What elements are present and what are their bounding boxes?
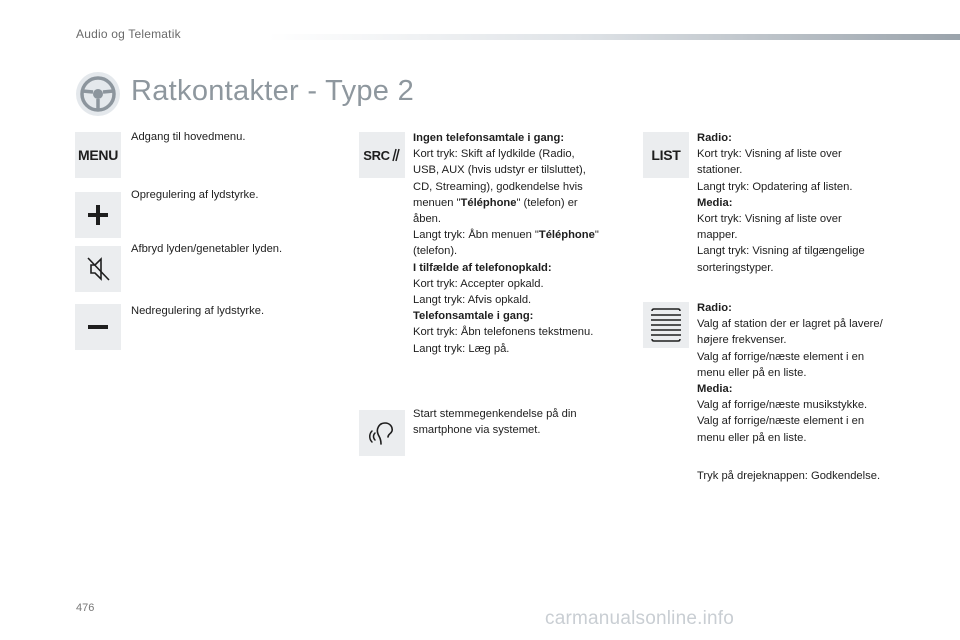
in-call-heading: Telefonsamtale i gang: <box>413 310 534 323</box>
voice-description: Start stemmegenkendelse på din smartphone via systemet. <box>413 408 577 437</box>
section-header-label: Audio og Telematik <box>76 27 181 41</box>
thumbwheel-icon <box>643 302 689 348</box>
list-button-icon: LIST <box>643 132 689 178</box>
page-title: Ratkontakter - Type 2 <box>131 75 415 107</box>
src-description: Ingen telefonsamtale i gang: Kort tryk: Skift af lydkilde (Radio, USB, AUX (hvis udstyr er tilsluttet), CD, Streaming), godkendelse hvis menuen "Téléphone" (telefon) er åben. Langt tryk: Åbn menuen "Téléphone" (telefon). I tilfælde af telefonopkald: Kort tryk: Accepter opkald. Langt tryk: Afvis opkald. Telefonsamtale i gang: Kort tryk: Åbn telefonens tekstmenu. Langt tryk: Læg på. <box>413 132 599 355</box>
no-call-heading: Ingen telefonsamtale i gang: <box>413 132 565 144</box>
wheel-radio-heading: Radio: <box>697 302 732 314</box>
press-knob-description: Tryk på drejeknappen: Godkendelse. <box>697 470 881 482</box>
mute-icon <box>75 246 121 292</box>
volume-down-icon <box>75 304 121 350</box>
menu-description: Adgang til hovedmenu. <box>131 131 246 143</box>
header-decorative-bar <box>268 34 960 40</box>
list-description: Radio: Kort tryk: Visning af liste over stationer. Langt tryk: Opdatering af listen. Media: Kort tryk: Visning af liste over mapper. Langt tryk: Visning af tilgængelige sorteringstyper. <box>697 132 865 274</box>
watermark-text: carmanualsonline.info <box>545 608 735 629</box>
page-number: 476 <box>76 602 95 614</box>
list-radio-heading: Radio: <box>697 132 732 144</box>
thumbwheel-description: Radio: Valg af station der er lagret på lavere/ højere frekvenser. Valg af forrige/næste element i en menu eller på en liste. Media: Valg af forrige/næste musikstykke. Valg af forrige/næste element i en menu eller på en liste. <box>697 302 883 444</box>
incoming-call-heading: I tilfælde af telefonopkald: <box>413 261 552 274</box>
list-media-heading: Media: <box>697 196 733 209</box>
volume-up-description: Opregulering af lydstyrke. <box>131 189 259 201</box>
steering-wheel-icon <box>74 70 122 118</box>
wheel-media-heading: Media: <box>697 383 733 396</box>
mute-description: Afbryd lyden/genetabler lyden. <box>131 243 283 255</box>
volume-up-icon <box>75 192 121 238</box>
voice-recognition-icon <box>359 410 405 456</box>
menu-button-icon: MENU <box>75 132 121 178</box>
src-button-icon: SRC <box>359 132 405 178</box>
volume-down-description: Nedregulering af lydstyrke. <box>131 305 265 317</box>
